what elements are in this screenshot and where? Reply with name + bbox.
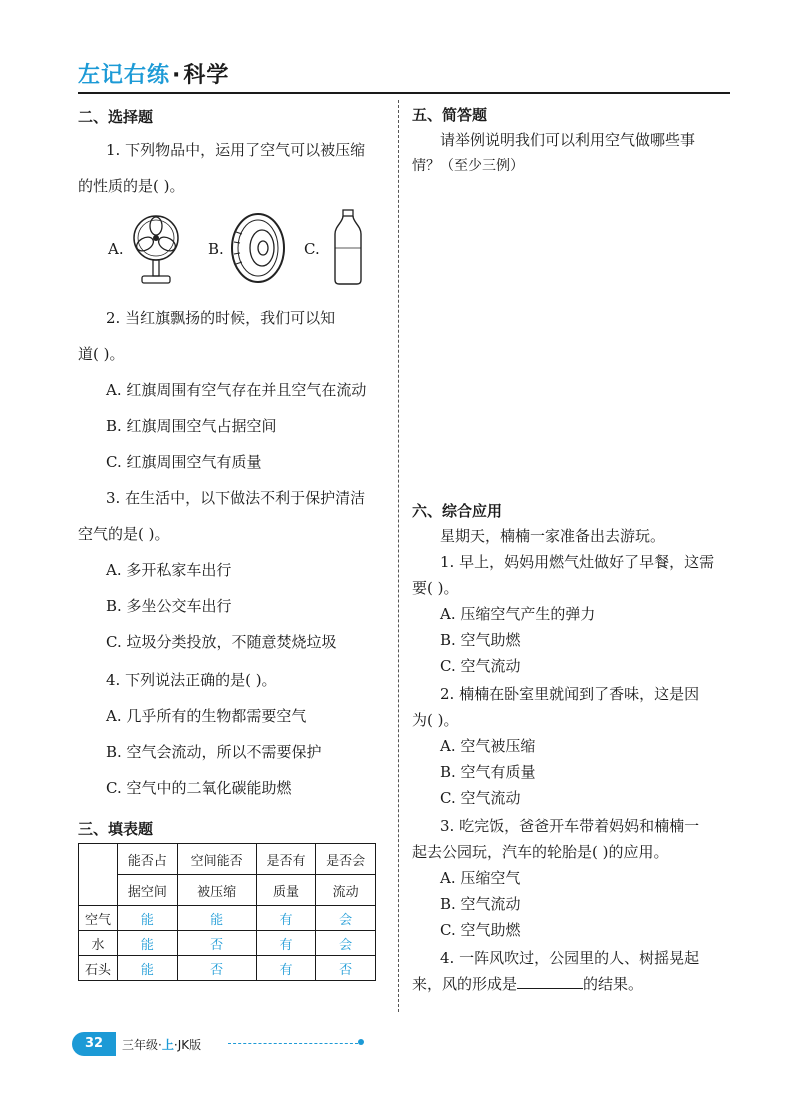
q2-line2: 道( )。 bbox=[78, 345, 125, 363]
table-corner-cell bbox=[79, 844, 118, 906]
section-choice-title: 二、选择题 bbox=[78, 108, 154, 126]
sec6-q1-line2: 要( )。 bbox=[412, 579, 459, 597]
sec6-q4-line2 bbox=[412, 974, 643, 994]
table-header: 能否占 bbox=[118, 844, 178, 875]
table-header-row-1 bbox=[79, 844, 376, 875]
answer-cell: 能 bbox=[118, 906, 178, 931]
electric-fan-icon bbox=[130, 212, 182, 292]
answer-cell: 有 bbox=[256, 956, 316, 981]
q3-option-a: A. 多开私家车出行 bbox=[106, 561, 232, 579]
page-footer bbox=[72, 1032, 312, 1056]
footer-rule bbox=[228, 1043, 358, 1044]
sec6-q3-option-b: B. 空气流动 bbox=[440, 895, 521, 913]
q4-option-a: A. 几乎所有的生物都需要空气 bbox=[106, 707, 307, 725]
table-row bbox=[79, 906, 376, 931]
row-label: 水 bbox=[79, 931, 118, 956]
q2-option-a: A. 红旗周围有空气存在并且空气在流动 bbox=[106, 381, 367, 399]
answer-cell: 否 bbox=[177, 956, 256, 981]
sec6-q2-option-a: A. 空气被压缩 bbox=[440, 737, 536, 755]
q3-line2: 空气的是( )。 bbox=[78, 525, 170, 543]
edition-dot: · bbox=[173, 1038, 178, 1052]
sec6-q1-option-a: A. 压缩空气产生的弹力 bbox=[440, 605, 596, 623]
answer-cell: 会 bbox=[316, 931, 376, 956]
sec6-q3-line1: 3. 吃完饭，爸爸开车带着妈妈和楠楠一 bbox=[440, 817, 700, 835]
brand-title: 左记右练 bbox=[78, 63, 171, 88]
q3-option-c: C. 垃圾分类投放，不随意焚烧垃圾 bbox=[106, 633, 337, 651]
sec6-q2-option-b: B. 空气有质量 bbox=[440, 763, 536, 781]
table-header: 据空间 bbox=[118, 875, 178, 906]
row-label: 空气 bbox=[79, 906, 118, 931]
q2-option-b: B. 红旗周围空气占据空间 bbox=[106, 417, 277, 435]
q1-line2: 的性质的是( )。 bbox=[78, 177, 185, 195]
sec6-q4-line2-start: 来，风的形成是 bbox=[412, 975, 518, 993]
q1-option-c-label: C. bbox=[304, 240, 320, 258]
table-header: 流动 bbox=[316, 875, 376, 906]
grade-label bbox=[122, 1036, 201, 1053]
q4-option-b: B. 空气会流动，所以不需要保护 bbox=[106, 743, 322, 761]
sec5-line2: 情？（至少三例） bbox=[412, 158, 524, 174]
section-short-answer-title: 五、简答题 bbox=[412, 106, 488, 124]
sec6-q2-line1: 2. 楠楠在卧室里就闻到了香味，这是因 bbox=[440, 685, 700, 703]
grade-text: 三年级 bbox=[122, 1038, 159, 1052]
properties-table bbox=[78, 843, 376, 981]
table-header: 空间能否 bbox=[177, 844, 256, 875]
q1-line1: 1. 下列物品中，运用了空气可以被压缩 bbox=[106, 141, 366, 159]
subject-title: 科学 bbox=[183, 63, 230, 88]
q2-line1: 2. 当红旗飘扬的时候，我们可以知 bbox=[106, 309, 336, 327]
answer-cell: 否 bbox=[316, 956, 376, 981]
section-application-title: 六、综合应用 bbox=[412, 502, 503, 520]
sec6-intro: 星期天，楠楠一家准备出去游玩。 bbox=[440, 527, 666, 545]
sec6-q3-option-a: A. 压缩空气 bbox=[440, 869, 521, 887]
footer-dot bbox=[358, 1039, 364, 1045]
plastic-bottle-icon bbox=[332, 208, 364, 288]
answer-cell: 能 bbox=[118, 931, 178, 956]
row-label: 石头 bbox=[79, 956, 118, 981]
answer-cell: 会 bbox=[316, 906, 376, 931]
answer-cell: 有 bbox=[256, 906, 316, 931]
table-row bbox=[79, 956, 376, 981]
column-divider bbox=[398, 100, 399, 1012]
q3-option-b: B. 多坐公交车出行 bbox=[106, 597, 232, 615]
answer-cell: 否 bbox=[177, 931, 256, 956]
sec5-line1: 请举例说明我们可以利用空气做哪些事 bbox=[440, 131, 696, 149]
q1-option-a-label: A. bbox=[108, 240, 124, 258]
sec6-q2-line2: 为( )。 bbox=[412, 711, 459, 729]
answer-cell: 有 bbox=[256, 931, 316, 956]
page-header bbox=[78, 58, 229, 89]
header-dot: · bbox=[172, 63, 182, 88]
q4-line1: 4. 下列说法正确的是( )。 bbox=[106, 671, 277, 689]
edition-text: JK版 bbox=[177, 1038, 202, 1052]
q1-option-b-label: B. bbox=[208, 240, 224, 258]
sec6-q4-line2-end: 的结果。 bbox=[583, 975, 644, 993]
table-header: 质量 bbox=[256, 875, 316, 906]
table-header: 是否会 bbox=[316, 844, 376, 875]
answer-cell: 能 bbox=[177, 906, 256, 931]
table-header-row-2 bbox=[79, 875, 376, 906]
table-row bbox=[79, 931, 376, 956]
sec6-q3-line2: 起去公园玩，汽车的轮胎是( )的应用。 bbox=[412, 843, 669, 861]
tire-icon bbox=[228, 212, 288, 292]
header-rule bbox=[78, 92, 730, 94]
sec6-q2-option-c: C. 空气流动 bbox=[440, 789, 521, 807]
fill-blank[interactable] bbox=[517, 974, 583, 989]
table-header: 被压缩 bbox=[177, 875, 256, 906]
page-number: 32 bbox=[72, 1032, 116, 1056]
sec6-q1-option-c: C. 空气流动 bbox=[440, 657, 521, 675]
sec6-q3-option-c: C. 空气助燃 bbox=[440, 921, 521, 939]
grade-dot: · bbox=[158, 1038, 162, 1052]
table-header: 是否有 bbox=[256, 844, 316, 875]
term-text: 上 bbox=[161, 1038, 174, 1052]
sec6-q1-line1: 1. 早上，妈妈用燃气灶做好了早餐，这需 bbox=[440, 553, 715, 571]
q4-option-c: C. 空气中的二氧化碳能助燃 bbox=[106, 779, 292, 797]
answer-cell: 能 bbox=[118, 956, 178, 981]
q3-line1: 3. 在生活中，以下做法不利于保护清洁 bbox=[106, 489, 366, 507]
section-table-title: 三、填表题 bbox=[78, 820, 154, 838]
q2-option-c: C. 红旗周围空气有质量 bbox=[106, 453, 262, 471]
sec6-q4-line1: 4. 一阵风吹过，公园里的人、树摇晃起 bbox=[440, 949, 700, 967]
sec6-q1-option-b: B. 空气助燃 bbox=[440, 631, 521, 649]
